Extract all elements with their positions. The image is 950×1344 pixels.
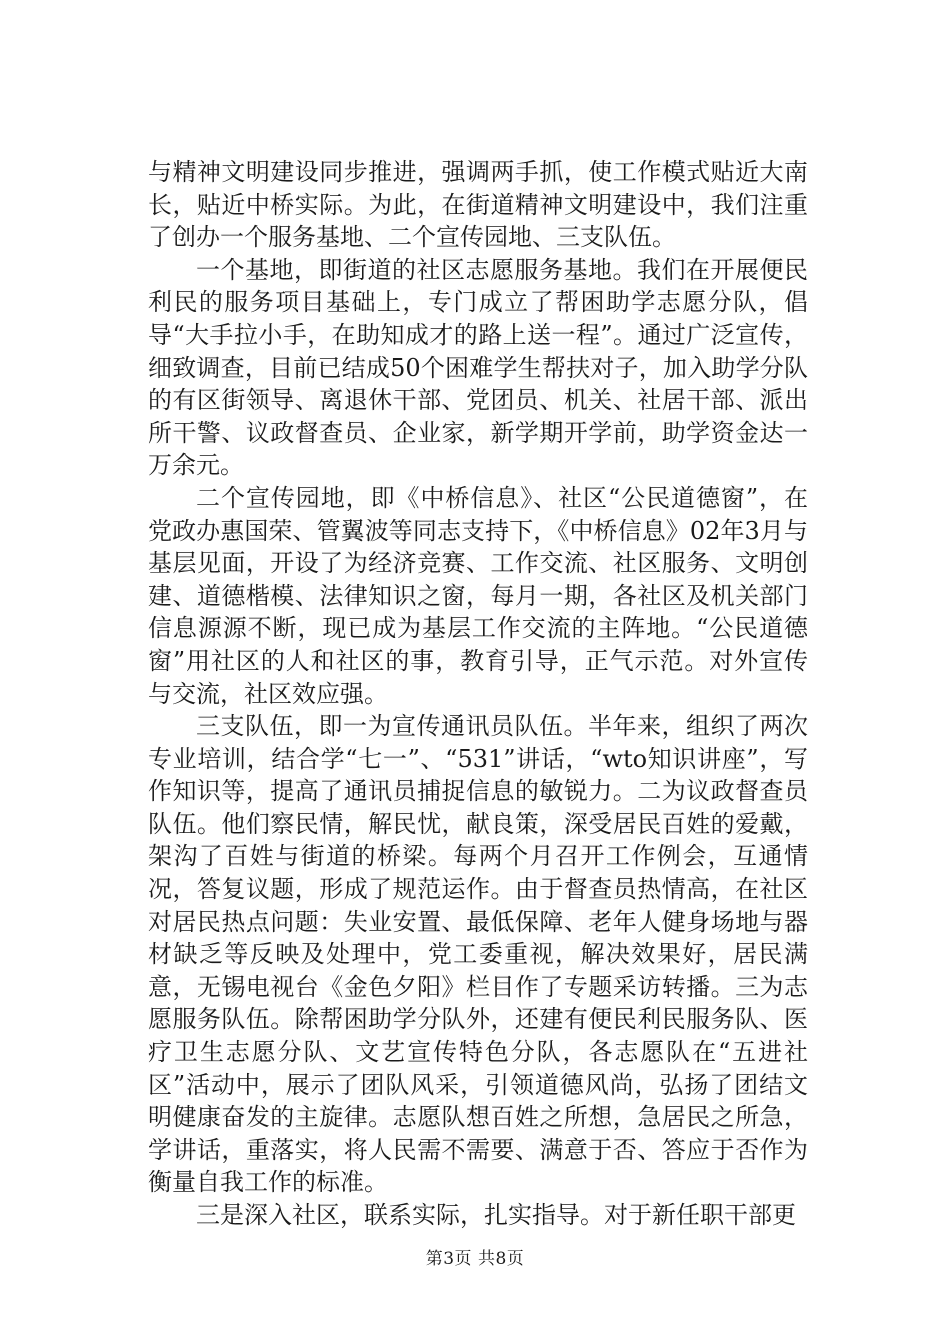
page-number-footer: 第3页 共8页 — [425, 1249, 525, 1269]
document-body — [148, 156, 808, 1232]
paragraph-continuation: 与精神文明建设同步推进，强调两手抓，使工作模式贴近大南长，贴近中桥实际。为此，在街道精神文明建设中，我们注重了创办一个服务基地、二个宣传园地、三支队伍。 — [148, 158, 808, 252]
paragraph-service-base: 一个基地，即街道的社区志愿服务基地。我们在开展便民利民的服务项目基础上，专门成立了帮困助学志愿分队，倡导“大手拉小手，在助知成才的路上送一程”。通过广泛宣传，细致调查，目前已结成50个困难学生帮扶对子，加入助学分队的有区街领导、离退休干部、党团员、机关、社居干部、派出所干警、议政督查员、企业家，新学期开学前，助学资金达一万余元。 — [148, 255, 808, 480]
paragraph-three-teams: 三支队伍，即一为宣传通讯员队伍。半年来，组织了两次专业培训，结合学“七一”、“531”讲话，“wto知识讲座”，写作知识等，提高了通讯员捕捉信息的敏锐力。二为议政督查员队伍。他们察民情，解民忧，献良策，深受居民百姓的爱戴，架沟了百姓与街道的桥梁。每两个月召开工作例会，互通情况，答复议题，形成了规范运作。由于督查员热情高，在社区对居民热点问题：失业安置、最低保障、老年人健身场地与器材缺乏等反映及处理中，党工委重视，解决效果好，居民满意，无锡电视台《金色夕阳》栏目作了专题采访转播。三为志愿服务队伍。除帮困助学分队外，还建有便民利民服务队、医疗卫生志愿分队、文艺宣传特色分队，各志愿队在“五进社区”活动中，展示了团队风采，引领道德风尚，弘扬了团结文明健康奋发的主旋律。志愿队想百姓之所想，急居民之所急，学讲话，重落实，将人民需不需要、满意于否、答应于否作为衡量自我工作的标准。 — [148, 712, 808, 1197]
paragraph-publicity-gardens: 二个宣传园地，即《中桥信息》、社区“公民道德窗”，在党政办惠国荣、管翼波等同志支持下，《中桥信息》02年3月与基层见面，开设了为经济竞赛、工作交流、社区服务、文明创建、道德楷模、法律知识之窗，每月一期，各社区及机关部门信息源源不断，现已成为基层工作交流的主阵地。“公民道德窗”用社区的人和社区的事，教育引导，正气示范。对外宣传与交流，社区效应强。 — [148, 483, 808, 708]
paragraph-community-guidance: 三是深入社区，联系实际，扎实指导。对于新任职干部更 — [196, 1201, 796, 1229]
